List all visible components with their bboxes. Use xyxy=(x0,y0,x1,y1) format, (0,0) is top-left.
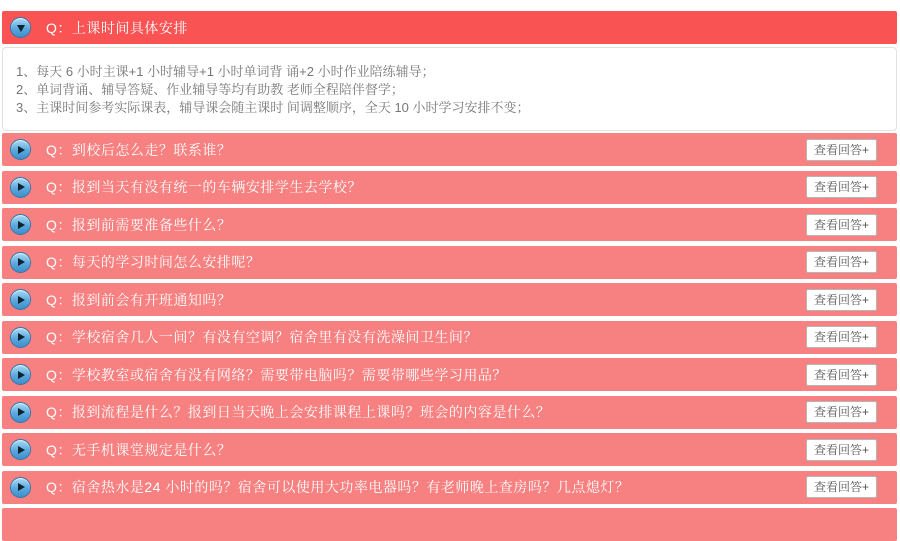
triangle-right-glyph xyxy=(18,483,25,491)
view-answer-button[interactable]: 查看回答+ xyxy=(806,326,877,348)
faq-row-list xyxy=(2,133,897,504)
faq-row[interactable] xyxy=(2,283,897,316)
faq-row[interactable] xyxy=(2,133,897,166)
play-circle-icon[interactable] xyxy=(10,477,31,498)
triangle-down-glyph xyxy=(17,25,25,32)
view-answer-button[interactable]: 查看回答+ xyxy=(806,214,877,236)
question-label: Q：学校教室或宿舍有没有网络？需要带电脑吗？需要带哪些学习用品？ xyxy=(46,366,507,383)
triangle-right-glyph xyxy=(18,446,25,454)
faq-row[interactable] xyxy=(2,171,897,204)
faq-row[interactable] xyxy=(2,321,897,354)
view-answer-button[interactable]: 查看回答+ xyxy=(806,364,877,386)
play-circle-icon[interactable] xyxy=(10,439,31,460)
view-answer-button[interactable]: 查看回答+ xyxy=(806,251,877,273)
question-label: Q：报到前会有开班通知吗？ xyxy=(46,291,232,308)
play-circle-icon[interactable] xyxy=(10,289,31,310)
view-answer-button[interactable]: 查看回答+ xyxy=(806,439,877,461)
question-label: Q：报到前需要准备些什么？ xyxy=(46,216,232,233)
faq-row-partial[interactable] xyxy=(2,508,897,541)
play-circle-icon[interactable] xyxy=(10,327,31,348)
question-label: Q：到校后怎么走？联系谁？ xyxy=(46,141,232,158)
faq-row[interactable] xyxy=(2,433,897,466)
chevron-down-circle-icon[interactable] xyxy=(10,17,31,38)
question-label: Q：每天的学习时间怎么安排呢？ xyxy=(46,254,261,270)
answer-line-2: 2、单词背诵、辅导答疑、作业辅导等均有助教 老师全程陪伴督学； xyxy=(16,82,404,97)
question-label: Q：无手机课堂规定是什么？ xyxy=(46,441,232,458)
triangle-right-glyph xyxy=(18,408,25,416)
triangle-right-glyph xyxy=(18,258,25,266)
expanded-question-label: Q：上课时间具体安排 xyxy=(46,19,188,36)
triangle-right-glyph xyxy=(18,183,25,191)
play-circle-icon[interactable] xyxy=(10,177,31,198)
triangle-right-glyph xyxy=(18,333,25,341)
triangle-right-glyph xyxy=(18,146,25,154)
triangle-right-glyph xyxy=(18,371,25,379)
view-answer-button[interactable]: 查看回答+ xyxy=(806,401,877,423)
faq-expanded-header[interactable] xyxy=(2,11,897,44)
play-circle-icon[interactable] xyxy=(10,402,31,423)
play-circle-icon[interactable] xyxy=(10,364,31,385)
question-label: Q：报到当天有没有统一的车辆安排学生去学校？ xyxy=(46,179,362,195)
play-circle-icon[interactable] xyxy=(10,139,31,160)
faq-row[interactable] xyxy=(2,246,897,279)
play-circle-icon[interactable] xyxy=(10,214,31,235)
answer-line-1: 1、每天 6 小时主课+1 小时辅导+1 小时单词背 诵+2 小时作业陪练辅导； xyxy=(16,64,435,79)
question-label: Q：报到流程是什么？报到日当天晚上会安排课程上课吗？班会的内容是什么？ xyxy=(46,404,551,420)
answer-line-3: 3、主课时间参考实际课表，辅导课会随主课时 间调整顺序，全天 10 小时学习安排不变； xyxy=(16,100,530,115)
play-circle-icon[interactable] xyxy=(10,252,31,273)
view-answer-button[interactable]: 查看回答+ xyxy=(806,176,877,198)
question-label: Q：学校宿舍几人一间？有没有空调？宿舍里有没有洗澡间卫生间？ xyxy=(46,329,478,345)
faq-row[interactable] xyxy=(2,208,897,241)
question-label: Q：宿舍热水是24 小时的吗？宿舍可以使用大功率电器吗？有老师晚上查房吗？几点熄灯？ xyxy=(46,479,630,495)
faq-row[interactable] xyxy=(2,471,897,504)
answer-panel xyxy=(2,47,897,131)
view-answer-button[interactable]: 查看回答+ xyxy=(806,139,877,161)
triangle-right-glyph xyxy=(18,221,25,229)
view-answer-button[interactable]: 查看回答+ xyxy=(806,289,877,311)
faq-row[interactable] xyxy=(2,396,897,429)
faq-row[interactable] xyxy=(2,358,897,391)
triangle-right-glyph xyxy=(18,296,25,304)
view-answer-button[interactable]: 查看回答+ xyxy=(806,476,877,498)
